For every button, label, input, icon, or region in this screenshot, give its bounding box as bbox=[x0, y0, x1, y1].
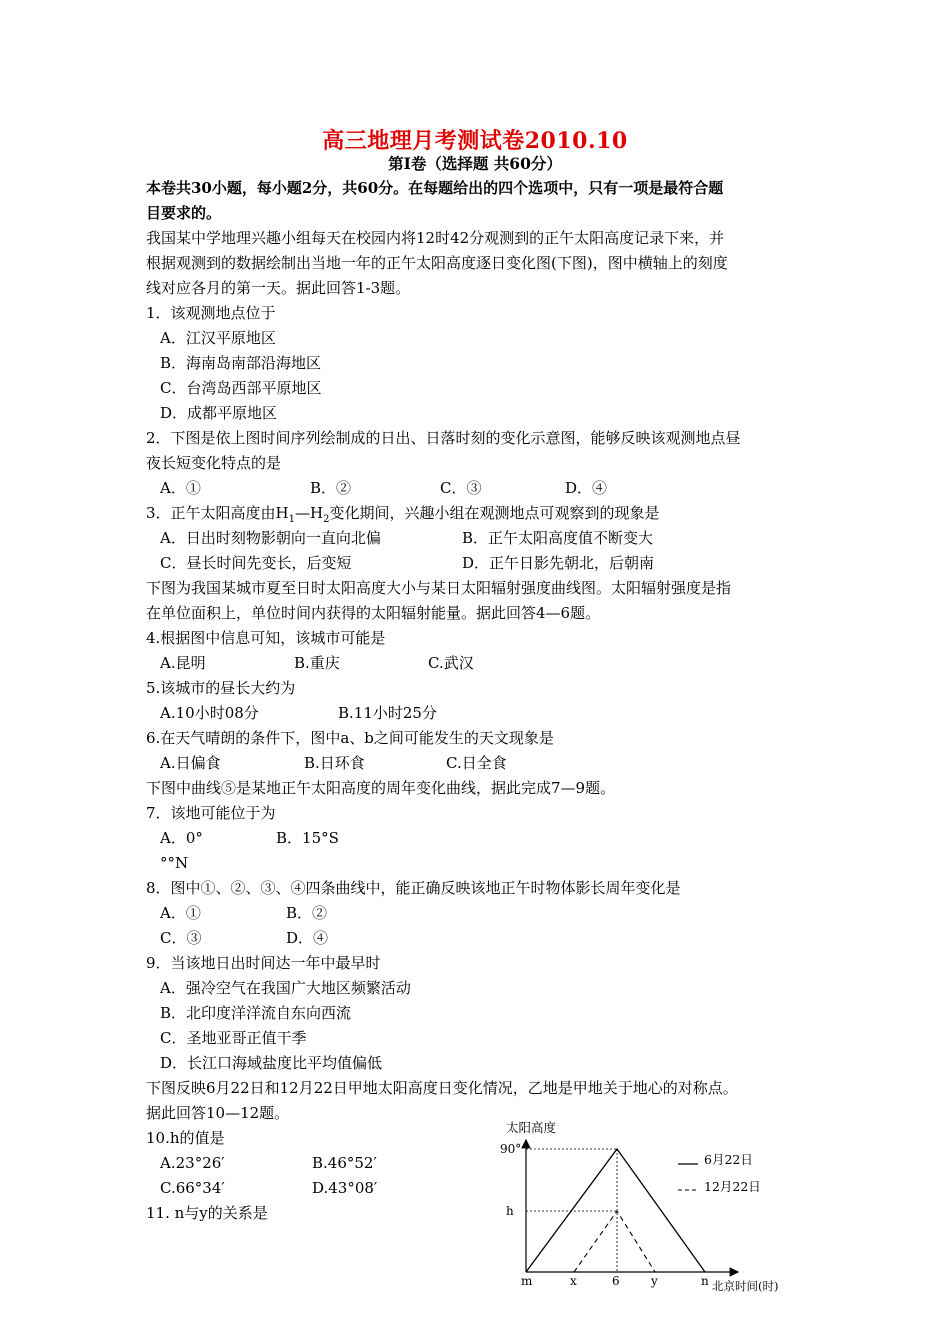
option: A．① bbox=[160, 479, 201, 497]
option: D．长江口海域盐度比平均值偏低 bbox=[160, 1054, 383, 1072]
option: D．正午日影先朝北，后朝南 bbox=[462, 554, 655, 572]
question-11-stem: 11. n与y的关系是 bbox=[146, 1204, 268, 1222]
page-title: 高三地理月考测试卷2010.10 bbox=[322, 128, 628, 154]
options-row bbox=[146, 526, 814, 551]
option: A．0° bbox=[160, 829, 203, 847]
intro-line: 据此回答10—12题。 bbox=[146, 1104, 290, 1122]
question-5-stem: 5.该城市的昼长大约为 bbox=[146, 679, 296, 697]
chart-xlabel: 北京时间(时) bbox=[712, 1279, 779, 1292]
option: B．正午太阳高度值不断变大 bbox=[462, 529, 654, 547]
x-tick-label: 6 bbox=[612, 1274, 620, 1288]
option: D．④ bbox=[565, 479, 608, 497]
instructions-line: 目要求的。 bbox=[146, 204, 222, 222]
intro-line: 下图为我国某城市夏至日时太阳高度大小与某日太阳辐射强度曲线图。太阳辐射强度是指 bbox=[146, 579, 732, 597]
series-dashed-line bbox=[574, 1211, 655, 1272]
section-title: 第Ⅰ卷（选择题 共60分） bbox=[388, 154, 562, 173]
option: C．昼长时间先变长，后变短 bbox=[160, 554, 352, 572]
options-row bbox=[146, 901, 814, 926]
option: C.日全食 bbox=[446, 754, 507, 772]
option: C.66°34′ bbox=[160, 1179, 225, 1197]
intro-line: 下图反映6月22日和12月22日甲地太阳高度日变化情况，乙地是甲地关于地心的对称点。 bbox=[146, 1079, 738, 1097]
option: A．江汉平原地区 bbox=[160, 329, 276, 347]
question-4-stem: 4.根据图中信息可知，该城市可能是 bbox=[146, 629, 386, 647]
question-9-stem: 9．当该地日出时间达一年中最早时 bbox=[146, 954, 381, 972]
option: A.昆明 bbox=[160, 654, 206, 672]
intro-line: 我国某中学地理兴趣小组每天在校园内将12时42分观测到的正午太阳高度记录下来，并 bbox=[146, 229, 725, 247]
option: C．③ bbox=[160, 929, 202, 947]
question-10-stem: 10.h的值是 bbox=[146, 1129, 225, 1147]
question-3-stem: 3．正午太阳高度由$H_1—H_2$变化期间，兴趣小组在观测地点可观察到的现象是 bbox=[146, 504, 660, 525]
option: C．台湾岛西部平原地区 bbox=[160, 379, 322, 397]
exam-content bbox=[146, 176, 814, 1226]
option: D.43°08′ bbox=[312, 1179, 378, 1197]
option: A．日出时刻物影朝向一直向北偏 bbox=[160, 529, 381, 547]
x-tick-label: y bbox=[651, 1274, 658, 1288]
x-tick-label: n bbox=[701, 1274, 709, 1288]
y-tick-label: 90° bbox=[500, 1142, 522, 1156]
question-6-stem: 6.在天气晴朗的条件下，图中a、b之间可能发生的天文现象是 bbox=[146, 729, 554, 747]
options-row bbox=[146, 651, 814, 676]
chart-ylabel: 太阳高度 bbox=[506, 1120, 557, 1135]
intro-line: 在单位面积上，单位时间内获得的太阳辐射能量。据此回答4—6题。 bbox=[146, 604, 601, 622]
option: B．15°S bbox=[276, 829, 339, 847]
instructions-line: 本卷共30小题，每小题2分，共60分。在每题给出的四个选项中，只有一项是最符合题 bbox=[146, 179, 724, 197]
question-2-stem: 夜长短变化特点的是 bbox=[146, 454, 282, 472]
question-7-stem: 7．该地可能位于为 bbox=[146, 804, 276, 822]
legend-label: 12月22日 bbox=[704, 1179, 761, 1194]
question-1-stem: 1．该观测地点位于 bbox=[146, 304, 276, 322]
option: A.23°26′ bbox=[160, 1154, 225, 1172]
option: D．④ bbox=[286, 929, 329, 947]
options-row bbox=[146, 826, 814, 851]
options-row bbox=[146, 926, 814, 951]
options-row bbox=[146, 476, 814, 501]
intro-line: 线对应各月的第一天。据此回答1-3题。 bbox=[146, 279, 411, 297]
option: C.武汉 bbox=[428, 654, 474, 672]
option: A．强冷空气在我国广大地区频繁活动 bbox=[160, 979, 411, 997]
option: C．圣地亚哥正值干季 bbox=[160, 1029, 307, 1047]
options-row bbox=[146, 701, 814, 726]
option: B.46°52′ bbox=[312, 1154, 377, 1172]
option: A.10小时08分 bbox=[160, 704, 259, 722]
option: B．② bbox=[286, 904, 328, 922]
options-row bbox=[146, 551, 814, 576]
intro-line: 根据观测到的数据绘制出当地一年的正午太阳高度逐日变化图(下图)，图中横轴上的刻度 bbox=[146, 254, 728, 272]
option: A.日偏食 bbox=[160, 754, 221, 772]
option: B.11小时25分 bbox=[338, 704, 437, 722]
option: B．② bbox=[310, 479, 352, 497]
options-row bbox=[146, 751, 814, 776]
legend-label: 6月22日 bbox=[704, 1152, 753, 1167]
sun-altitude-chart bbox=[492, 1112, 812, 1292]
option: D．成都平原地区 bbox=[160, 404, 278, 422]
x-tick-label: x bbox=[570, 1274, 577, 1288]
x-tick-label: m bbox=[521, 1274, 533, 1288]
question-8-stem: 8．图中①、②、③、④四条曲线中，能正确反映该地正午时物体影长周年变化是 bbox=[146, 879, 681, 897]
option: B.重庆 bbox=[294, 654, 340, 672]
option: B．海南岛南部沿海地区 bbox=[160, 354, 322, 372]
option: B.日环食 bbox=[304, 754, 365, 772]
option: B．北印度洋洋流自东向西流 bbox=[160, 1004, 352, 1022]
option: A．① bbox=[160, 904, 201, 922]
series-solid-line bbox=[526, 1149, 705, 1272]
y-tick-label: h bbox=[506, 1204, 514, 1218]
option: C．③ bbox=[440, 479, 482, 497]
intro-line: 下图中曲线⑤是某地正午太阳高度的周年变化曲线，据此完成7—9题。 bbox=[146, 779, 616, 797]
stray-text: °°N bbox=[160, 854, 189, 872]
question-2-stem: 2．下图是依上图时间序列绘制成的日出、日落时刻的变化示意图，能够反映该观测地点昼 bbox=[146, 429, 741, 447]
